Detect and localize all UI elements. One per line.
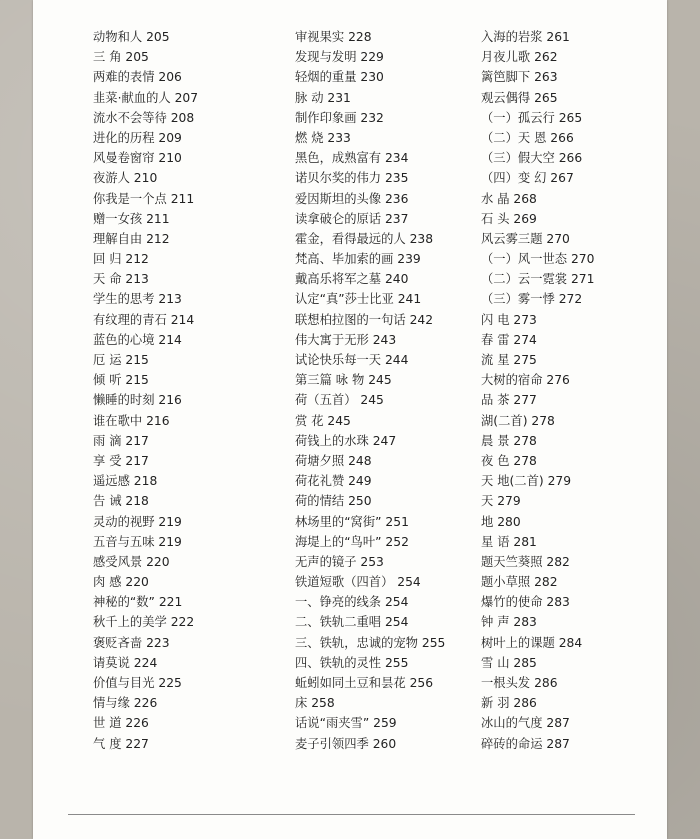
toc-entry: 黑色，成熟富有 234 [295, 151, 409, 166]
toc-entry: 林场里的“窝街” 251 [295, 514, 409, 529]
toc-entry: 风云雾三题 270 [481, 231, 570, 246]
toc-entry: （一）风一世态 270 [481, 252, 595, 267]
toc-entry: 梵高、毕加索的画 239 [295, 252, 421, 267]
toc-entry: 话说“雨夹雪” 259 [295, 716, 397, 731]
toc-entry: 灵动的视野 219 [93, 514, 182, 529]
toc-entry: 世 道 226 [93, 716, 149, 731]
toc-entry: 制作印象画 232 [295, 110, 384, 125]
toc-entry: 三 角 205 [93, 50, 149, 65]
toc-entry: 脉 动 231 [295, 90, 351, 105]
toc-entry: （一）孤云行 265 [481, 110, 583, 125]
toc-entry: 伟大寓于无形 243 [295, 332, 397, 347]
toc-entry: 夜游人 210 [93, 171, 158, 186]
toc-entry: 理解自由 212 [93, 231, 170, 246]
toc-entry: 树叶上的课题 284 [481, 635, 583, 650]
toc-entry: 风曼卷窗帘 210 [93, 151, 182, 166]
toc-entry: 星 语 281 [481, 534, 537, 549]
toc-entry: 荷的情结 250 [295, 494, 372, 509]
toc-entry: 情与缘 226 [93, 696, 158, 711]
toc-entry: 闪 电 273 [481, 312, 537, 327]
toc-entry: 床 258 [295, 696, 335, 711]
toc-entry: 蚯蚓如同土豆和昙花 256 [295, 676, 434, 690]
toc-entry: 肉 感 220 [93, 575, 149, 590]
toc-entry: 你我是一个点 211 [93, 191, 195, 206]
toc-entry: 认定“真”莎士比亚 241 [295, 292, 422, 307]
toc-entry: 轻烟的重量 230 [295, 70, 384, 85]
toc-entry: 大树的宿命 276 [481, 373, 570, 388]
toc-entry: 学生的思考 213 [93, 292, 182, 307]
toc-entry: 两难的表情 206 [93, 70, 182, 85]
toc-entry: 戴高乐将军之墓 240 [295, 272, 409, 287]
toc-entry: 请莫说 224 [93, 655, 158, 670]
toc-entry: 海堤上的“鸟叶” 252 [295, 534, 409, 549]
toc-entry: 冰山的气度 287 [481, 716, 570, 731]
toc-entry: 价值与目光 225 [93, 676, 182, 690]
toc-column-1 [93, 27, 198, 754]
toc-entry: 联想柏拉图的一句话 242 [295, 312, 434, 327]
toc-entry: （二）天 恩 266 [481, 130, 574, 145]
toc-entry: 三、铁轨，忠诚的宠物 255 [295, 635, 446, 650]
toc-entry: 麦子引领四季 260 [295, 736, 397, 751]
toc-entry: 回 归 212 [93, 252, 149, 267]
toc-entry: 审视果实 228 [295, 30, 372, 44]
toc-entry: 褒贬吝啬 223 [93, 635, 170, 650]
toc-entry: 荷（五首） 245 [295, 393, 384, 408]
toc-entry: 进化的历程 209 [93, 130, 182, 145]
toc-entry: （二）云一霓裳 271 [481, 272, 595, 287]
toc-entry: 霍金，看得最远的人 238 [295, 231, 434, 246]
toc-entry: 秋千上的美学 222 [93, 615, 195, 630]
toc-entry: 荷塘夕照 248 [295, 453, 372, 468]
toc-entry: 诺贝尔奖的伟力 235 [295, 171, 409, 186]
toc-entry: （三）假大空 266 [481, 151, 583, 166]
toc-entry: 动物和人 205 [93, 30, 170, 44]
toc-entry: 湖(二首) 278 [481, 413, 555, 428]
toc-entry: 燃 烧 233 [295, 130, 351, 145]
toc-entry: （三）雾一悸 272 [481, 292, 583, 307]
toc-entry: 入海的岩浆 261 [481, 30, 570, 44]
toc-entry: 夜 色 278 [481, 453, 537, 468]
toc-entry: 读拿破仑的原话 237 [295, 211, 409, 226]
toc-entry: 水 晶 268 [481, 191, 537, 206]
toc-entry: 题天竺葵照 282 [481, 554, 570, 569]
toc-entry: 爱因斯坦的头像 236 [295, 191, 409, 206]
toc-entry: 月夜儿歌 262 [481, 50, 558, 65]
toc-entry: 第三篇 咏 物 245 [295, 373, 392, 388]
toc-entry: 试论快乐每一天 244 [295, 353, 409, 367]
toc-entry: 爆竹的使命 283 [481, 595, 570, 610]
toc-entry: 钟 声 283 [481, 615, 537, 630]
toc-entry: 五音与五味 219 [93, 534, 182, 549]
toc-entry: 荷花礼赞 249 [295, 474, 372, 489]
toc-entry: 天 279 [481, 494, 521, 509]
toc-entry: 雨 滴 217 [93, 433, 149, 448]
toc-entry: 晨 景 278 [481, 433, 537, 448]
toc-entry: 有纹理的青石 214 [93, 312, 195, 327]
toc-entry: 碎砖的命运 287 [481, 736, 570, 751]
toc-entry: 韭菜·献血的人 207 [93, 90, 199, 105]
toc-entry: 篱笆脚下 263 [481, 70, 558, 85]
toc-entry: 倾 听 215 [93, 373, 149, 388]
toc-entry: 赠一女孩 211 [93, 211, 170, 226]
toc-entry: 遥远感 218 [93, 474, 158, 489]
toc-entry: 二、铁轨二重唱 254 [295, 615, 409, 630]
toc-entry: 发现与发明 229 [295, 50, 384, 65]
toc-entry: 雪 山 285 [481, 655, 537, 670]
toc-entry: 赏 花 245 [295, 413, 351, 428]
toc-entry: 石 头 269 [481, 211, 537, 226]
toc-entry: 天 地(二首) 279 [481, 474, 572, 489]
toc-entry: 告 诫 218 [93, 494, 149, 509]
toc-entry: 春 雷 274 [481, 332, 537, 347]
toc-entry: 天 命 213 [93, 272, 149, 287]
toc-entry: 谁在歌中 216 [93, 413, 170, 428]
toc-entry: 题小草照 282 [481, 575, 558, 590]
toc-entry: 蓝色的心境 214 [93, 332, 182, 347]
toc-entry: 无声的镜子 253 [295, 554, 384, 569]
toc-entry: 流水不会等待 208 [93, 110, 195, 125]
toc-entry: 荷钱上的水珠 247 [295, 433, 397, 448]
toc-entry: 铁道短歌（四首） 254 [295, 575, 421, 590]
toc-entry: 观云偶得 265 [481, 90, 558, 105]
toc-column-2 [295, 27, 445, 754]
toc-entry: 一、铮亮的线条 254 [295, 595, 409, 610]
toc-entry: 懒睡的时刻 216 [93, 393, 182, 408]
book-page [33, 0, 667, 839]
toc-entry: 流 星 275 [481, 353, 537, 367]
toc-column-3 [481, 27, 594, 754]
toc-entry: 厄 运 215 [93, 353, 149, 367]
toc-entry: 新 羽 286 [481, 696, 537, 711]
toc-entry: （四）变 幻 267 [481, 171, 574, 186]
toc-entry: 一根头发 286 [481, 676, 558, 690]
toc-entry: 感受风景 220 [93, 554, 170, 569]
footer-rule [68, 814, 635, 815]
toc-entry: 气 度 227 [93, 736, 149, 751]
toc-entry: 品 茶 277 [481, 393, 537, 408]
toc-entry: 享 受 217 [93, 453, 149, 468]
toc-entry: 地 280 [481, 514, 521, 529]
toc-entry: 四、铁轨的灵性 255 [295, 655, 409, 670]
toc-entry: 神秘的“数” 221 [93, 595, 183, 610]
